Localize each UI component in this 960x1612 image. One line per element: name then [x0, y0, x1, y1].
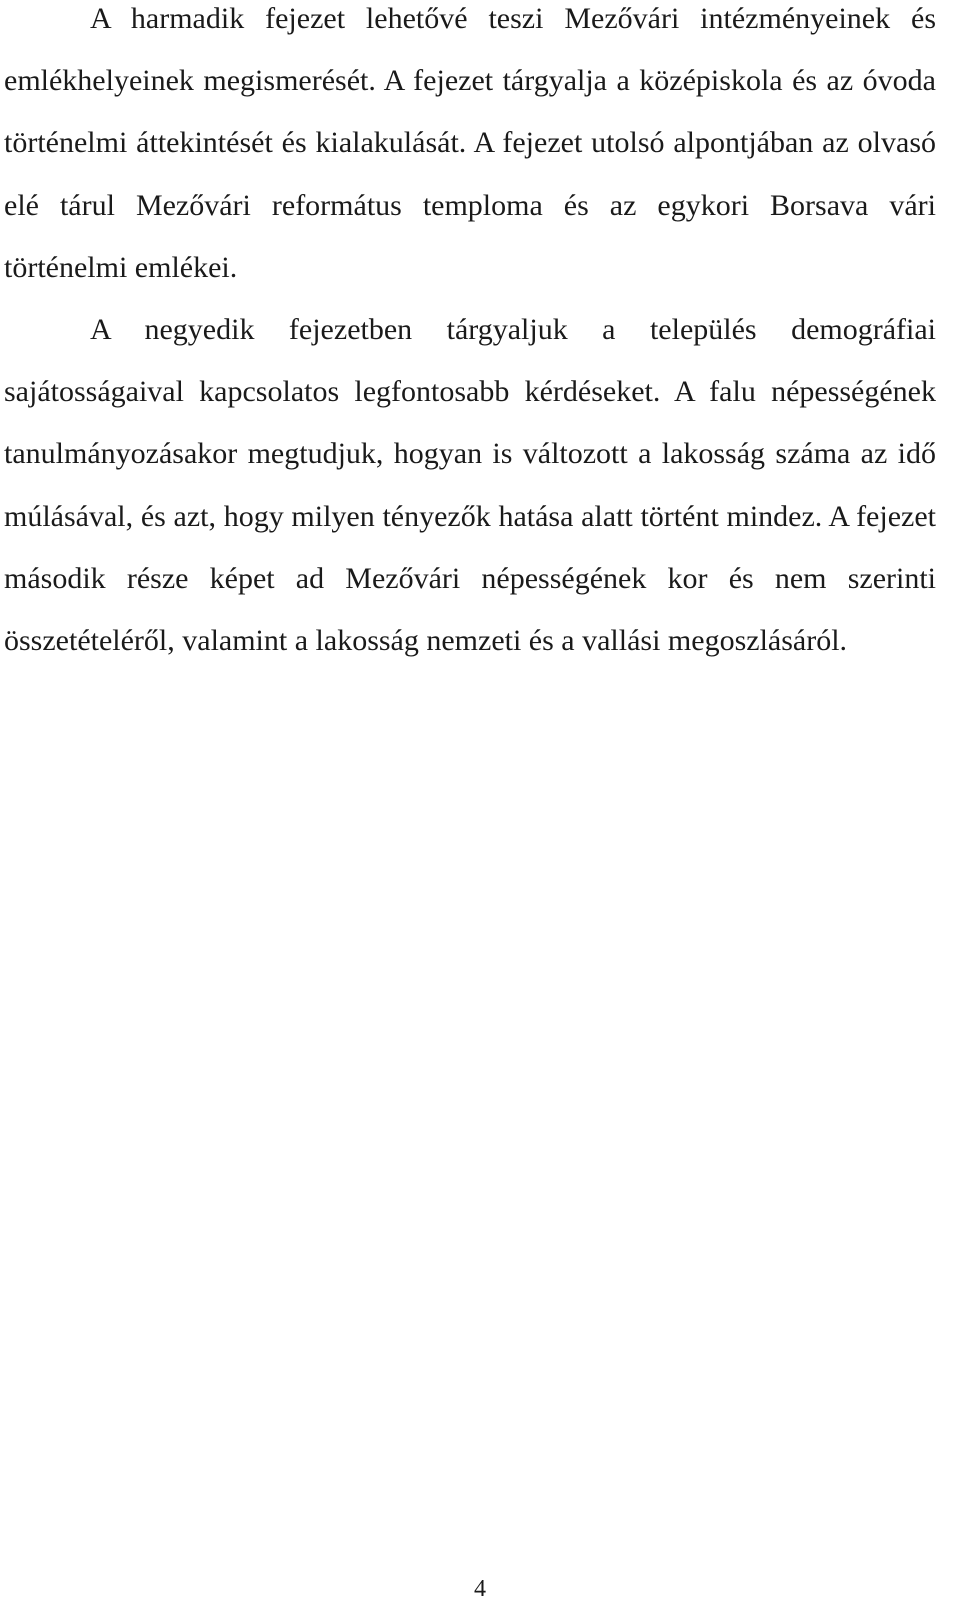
- page-number: 4: [474, 1576, 486, 1602]
- paragraph-chapter-four: A negyedik fejezetben tárgyaljuk a település demográfiai sajátosságaival kapcsolatos legfontosabb kérdéseket. A falu népességének tanulmányozásakor megtudjuk, hogyan is változott a lakosság száma az idő múlásával, és azt, hogy milyen tényezők hatása alatt történt mindez. A fejezet második része képet ad Mezővári népességének kor és nem szerinti összetételéről, valamint a lakosság nemzeti és a vallási megoszlásáról.: [4, 313, 936, 658]
- paragraph-chapter-three: A harmadik fejezet lehetővé teszi Mezővári intézményeinek és emlékhelyeinek megismerését. A fejezet tárgyalja a középiskola és az óvoda történelmi áttekintését és kialakulását. A fejezet utolsó alpontjában az olvasó elé tárul Mezővári református temploma és az egykori Borsava vári történelmi emlékei.: [4, 2, 936, 284]
- body-text: [4, 0, 936, 672]
